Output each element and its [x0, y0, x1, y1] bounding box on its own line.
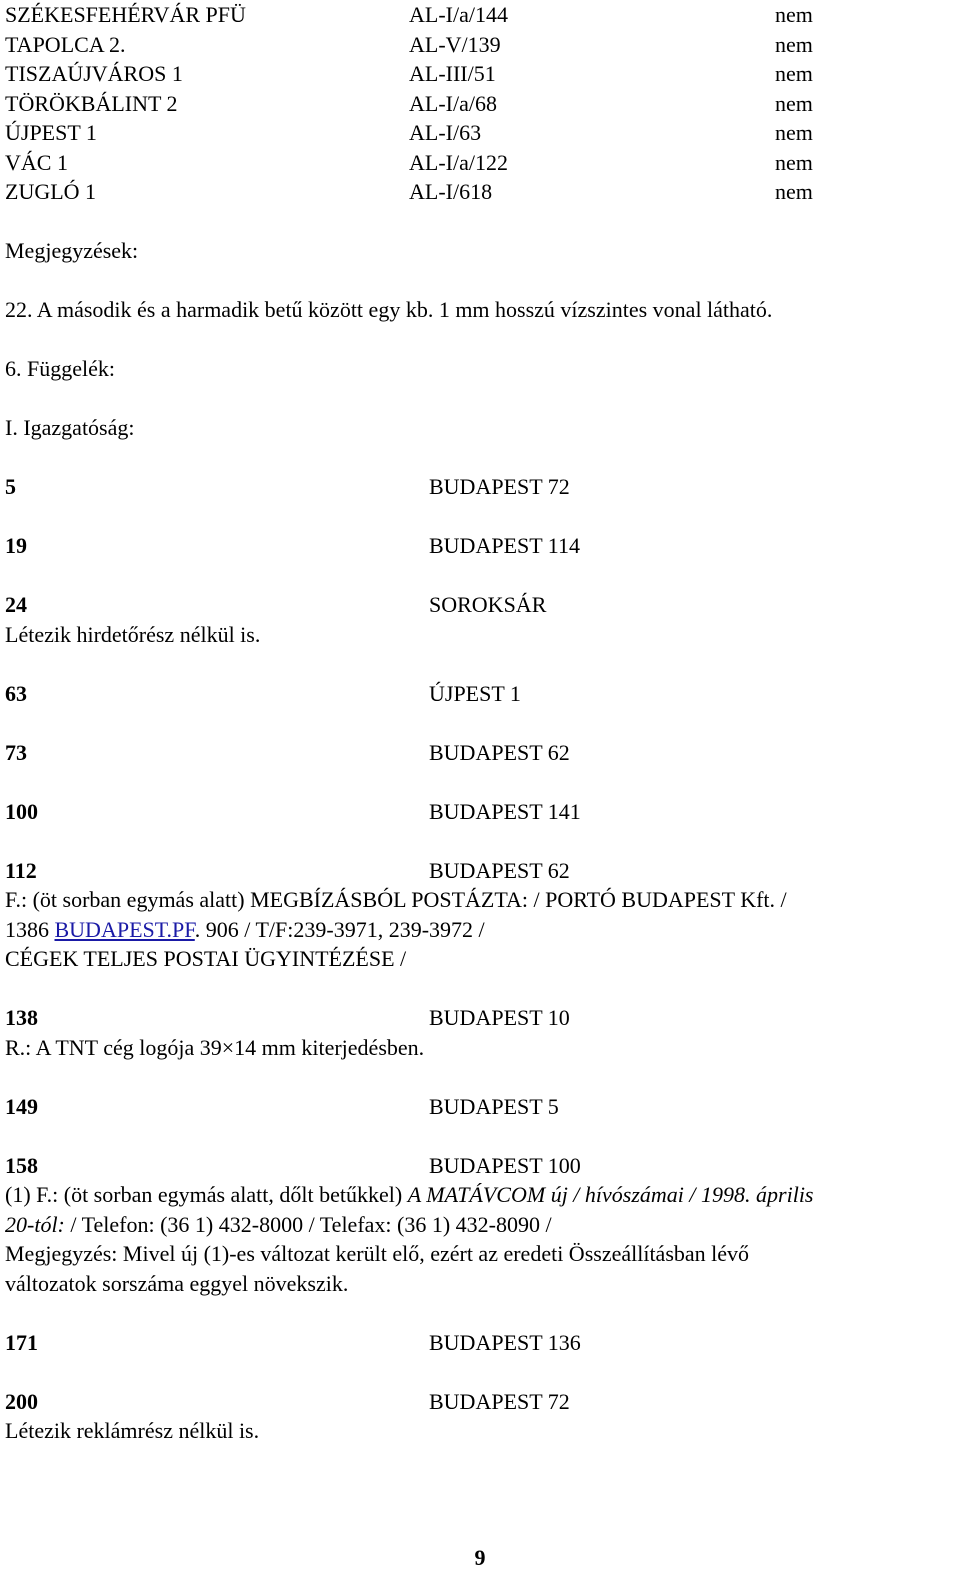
entry-100: [5, 797, 955, 827]
entry-200: [5, 1387, 955, 1417]
note-22: 22. A második és a harmadik betű között egy kb. 1 mm hosszú vízszintes vonal látható.: [5, 297, 773, 322]
post-office-flag: nem: [775, 179, 813, 204]
post-office-code: AL-I/a/68: [409, 90, 497, 116]
entry-note: CÉGEK TELJES POSTAI ÜGYINTÉZÉSE /: [5, 946, 407, 971]
post-office-name: SZÉKESFEHÉRVÁR PFÜ: [5, 2, 246, 27]
entry-place: BUDAPEST 62: [429, 857, 570, 883]
entry-place: ÚJPEST 1: [429, 680, 521, 706]
entry-number: 171: [5, 1329, 38, 1355]
post-office-flag: nem: [775, 149, 813, 175]
entry-112: [5, 856, 955, 886]
entry-place: BUDAPEST 141: [429, 798, 581, 824]
entry-138: [5, 1003, 955, 1033]
entry-number: 200: [5, 1388, 38, 1414]
entry-number: 100: [5, 798, 38, 824]
appendix-heading: 6. Függelék:: [5, 356, 115, 381]
page-number: 9: [474, 1545, 486, 1570]
post-office-code: AL-I/63: [409, 120, 482, 145]
post-office-flag: nem: [775, 31, 813, 57]
table-row: [5, 177, 955, 207]
entry-number: 24: [5, 592, 27, 617]
entry-place: BUDAPEST 72: [429, 1388, 570, 1414]
post-office-code: AL-I/618: [409, 179, 493, 204]
entry-number: 5: [5, 474, 16, 499]
entry-note: Létezik reklámrész nélkül is.: [5, 1418, 260, 1443]
entry-note: [5, 1210, 955, 1240]
entry-158: [5, 1151, 955, 1181]
entry-149: [5, 1092, 955, 1122]
entry-note-text: / Telefon: (36 1) 432-8000 / Telefax: (36 1) 432-8090 /: [64, 1211, 552, 1237]
post-office-name: VÁC 1: [5, 149, 68, 175]
budapest-pf-link[interactable]: BUDAPEST.PF: [54, 916, 195, 942]
post-office-name: TÖRÖKBÁLINT 2: [5, 90, 178, 116]
entry-note: Megjegyzés: Mivel új (1)-es változat került elő, ezért az eredeti Összeállításban lévő: [5, 1241, 750, 1266]
entry-number: 149: [5, 1093, 38, 1119]
table-row: [5, 148, 955, 178]
notes-heading: Megjegyzések:: [5, 238, 139, 263]
post-office-flag: nem: [775, 61, 813, 86]
post-office-flag: nem: [775, 120, 813, 145]
entry-note: [5, 1180, 955, 1210]
entry-note: [5, 915, 955, 945]
table-row: [5, 59, 955, 89]
entry-73: [5, 738, 955, 768]
post-office-name: TAPOLCA 2.: [5, 31, 126, 57]
entry-note: változatok sorszáma eggyel növekszik.: [5, 1270, 349, 1296]
entry-note-italic: A MATÁVCOM új / hívószámai / 1998. április: [407, 1182, 814, 1207]
entry-63: [5, 679, 955, 709]
table-row: [5, 89, 955, 119]
post-office-code: AL-I/a/144: [409, 2, 508, 27]
entry-note-text: . 906 / T/F:239-3971, 239-3972 /: [194, 916, 485, 942]
document-page: [5, 0, 955, 1446]
post-office-name: ZUGLÓ 1: [5, 179, 97, 204]
table-row: [5, 0, 955, 30]
entry-5: [5, 472, 955, 502]
entry-171: [5, 1328, 955, 1358]
entry-note-italic: 20-tól:: [5, 1211, 65, 1237]
entry-24: [5, 590, 955, 620]
entry-place: BUDAPEST 114: [429, 533, 580, 558]
entry-note: F.: (öt sorban egymás alatt) MEGBÍZÁSBÓL POSTÁZTA: / PORTÓ BUDAPEST Kft. /: [5, 887, 787, 912]
entry-place: BUDAPEST 136: [429, 1329, 581, 1355]
table-row: [5, 30, 955, 60]
entry-number: 19: [5, 533, 27, 558]
post-office-name: TISZAÚJVÁROS 1: [5, 61, 183, 86]
entry-note: Létezik hirdetőrész nélkül is.: [5, 621, 261, 647]
entry-number: 112: [5, 857, 37, 883]
entry-place: BUDAPEST 62: [429, 739, 570, 765]
entry-number: 73: [5, 739, 27, 765]
entry-note: R.: A TNT cég logója 39×14 mm kiterjedésben.: [5, 1034, 425, 1060]
entry-place: BUDAPEST 10: [429, 1005, 570, 1030]
entry-number: 138: [5, 1005, 38, 1030]
post-office-code: AL-III/51: [409, 61, 496, 86]
entry-place: BUDAPEST 5: [429, 1093, 559, 1119]
entry-place: BUDAPEST 72: [429, 474, 570, 499]
post-office-flag: nem: [775, 2, 813, 27]
entry-19: [5, 531, 955, 561]
post-office-code: AL-I/a/122: [409, 149, 508, 175]
post-office-code: AL-V/139: [409, 31, 501, 57]
entry-place: SOROKSÁR: [429, 592, 547, 617]
directorate-heading: I. Igazgatóság:: [5, 415, 135, 440]
entry-number: 63: [5, 680, 27, 706]
entry-note-text: 1386: [5, 916, 55, 942]
post-office-name: ÚJPEST 1: [5, 120, 97, 145]
table-row: [5, 118, 955, 148]
entry-number: 158: [5, 1152, 38, 1178]
entry-note-text: (1) F.: (öt sorban egymás alatt, dőlt betűkkel): [5, 1182, 408, 1207]
entry-place: BUDAPEST 100: [429, 1152, 581, 1178]
post-office-flag: nem: [775, 90, 813, 116]
